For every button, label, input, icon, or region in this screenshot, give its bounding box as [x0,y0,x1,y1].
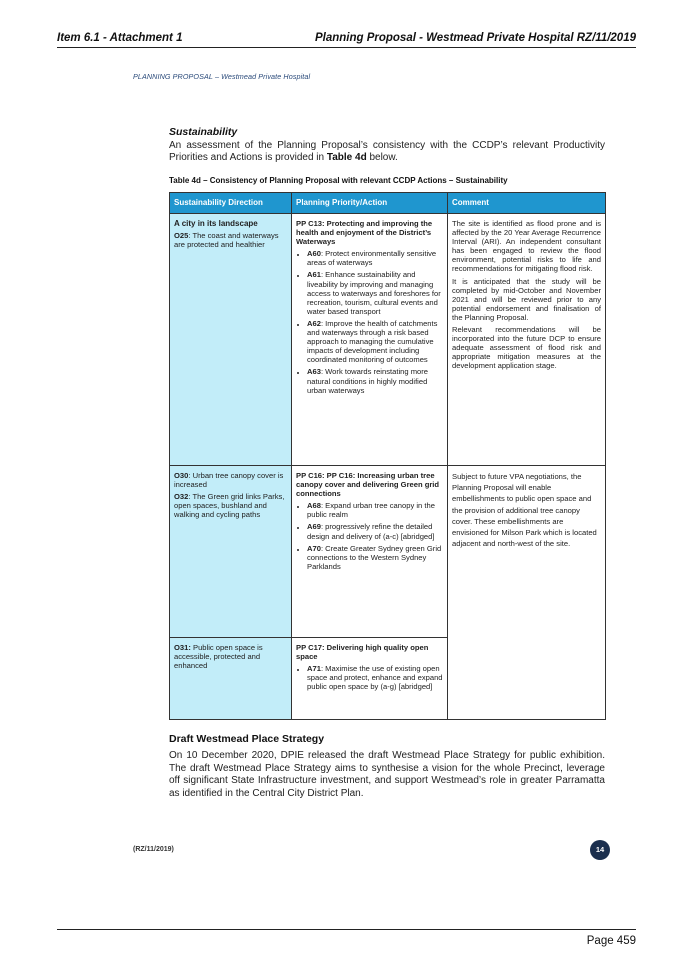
action-item: • A68: Expand urban tree canopy in the public realm [307,501,443,519]
table-row [170,466,606,638]
action-item: • A61: Enhance sustainability and liveability by improving and managing access to waterways and foreshores for recreation, tourism, cultural events and water based transport [307,270,443,315]
action-item: • A69: progressively refine the detailed design and delivery of (a-c) [abridged] [307,522,443,540]
objective-text: : The coast and waterways are protected and healthier [174,231,279,250]
comment-cell [448,214,606,466]
consistency-table [169,192,606,720]
comment-paragraph: Subject to future VPA negotiations, the Planning Proposal will enable embellishments to public open space and the provision of additional tree canopy cover. These embellishments are envisioned for Milson Park which is located adjacent and north-west of the site. [452,472,597,549]
header-document-title: Planning Proposal - Westmead Private Hospital RZ/11/2019 [314,32,636,44]
header-item-label: Item 6.1 - Attachment 1 [57,32,183,44]
action-item: • A60: Protect environmentally sensitive areas of waterways [307,249,443,267]
intro-text-start: An assessment of the Planning Proposal’s consistency with the CCDP’s relevant Productivity Priorities and Actions is provided in [169,140,605,164]
reference-code: (RZ/11/2019) [133,846,174,853]
section-title-place-strategy: Draft Westmead Place Strategy [169,733,325,745]
table-caption: Table 4d – Consistency of Planning Proposal with relevant CCDP Actions – Sustainability [169,176,508,185]
action-item: • A71: Maximise the use of existing open space and protect, enhance and expand public open space by (a-g) [abridged] [307,664,443,691]
comment-paragraph: The site is identified as flood prone and is affected by the 20 Year Average Recurrence Interval (ARI). An independent consultant has been engaged to review the flood environment, potential risks to life and recommendations for mitigating flood risk. [452,219,601,274]
page-number: Page 459 [586,935,636,947]
planning-priority: PP C16: PP C16: Increasing urban tree canopy cover and delivering Green grid connections [296,471,440,499]
document-page-badge: 14 [590,840,610,860]
place-strategy-paragraph: On 10 December 2020, DPIE released the draft Westmead Place Strategy for public exhibition. The draft Westmead Place Strategy aims to synthesise a vision for the whole Precinct, leverage off significant State Infrastructure investment, and support Westmead’s role in greater Parramatta as identified in the Central City District Plan. [169,750,605,799]
footer-divider [57,929,636,930]
direction-objective: O30: Urban tree canopy cover is increased [174,471,284,490]
direction-cell [170,214,292,466]
document-label: PLANNING PROPOSAL – Westmead Private Hospital [133,72,311,81]
column-header-priority: Planning Priority/Action [292,193,448,214]
section-title-sustainability: Sustainability [169,126,238,138]
priority-cell [292,638,448,720]
objective-code: O25 [174,231,189,241]
priority-cell [292,214,448,466]
planning-priority: PP C13: Protecting and improving the health and enjoyment of the District’s Waterways [296,219,433,247]
direction-cell [170,638,292,720]
direction-objective: O31: Public open space is accessible, protected and enhanced [174,643,263,671]
action-list [296,249,443,394]
action-item: • A70: Create Greater Sydney green Grid connections to the Western Sydney Parklands [307,544,443,571]
action-item: • A62: Improve the health of catchments and waterways through a risk based approach to managing the cumulative impacts of development including coordinated monitoring of outcomes [307,319,443,364]
intro-text-end: below. [366,152,398,164]
table-reference: Table 4d [326,152,367,164]
header-divider [57,47,636,48]
planning-priority: PP C17: Delivering high quality open space [296,643,429,662]
action-list [296,501,443,571]
direction-objective: O32: The Green grid links Parks, open spaces, bushland and walking and cycling paths [174,492,285,520]
action-list [296,664,443,691]
priority-cell [292,466,448,638]
column-header-direction: Sustainability Direction [170,193,292,214]
intro-paragraph [169,140,605,165]
direction-objective [174,231,287,249]
direction-title: A city in its landscape [174,219,258,228]
table-header-row [170,193,606,214]
table-row [170,214,606,466]
direction-cell [170,466,292,638]
column-header-comment: Comment [448,193,606,214]
comment-paragraph: It is anticipated that the study will be completed by mid-October and November 2021 and will be reviewed prior to any potential endorsement and finalisation of the Planning Proposal. [452,276,601,322]
comment-cell [448,466,606,720]
comment-paragraph: Relevant recommendations will be incorporated into the future DCP to ensure adequate assessment of flood risk and appropriate mitigation measures at the development application stage. [452,325,601,371]
action-item: • A63: Work towards reinstating more natural conditions in highly modified urban waterways [307,367,443,394]
